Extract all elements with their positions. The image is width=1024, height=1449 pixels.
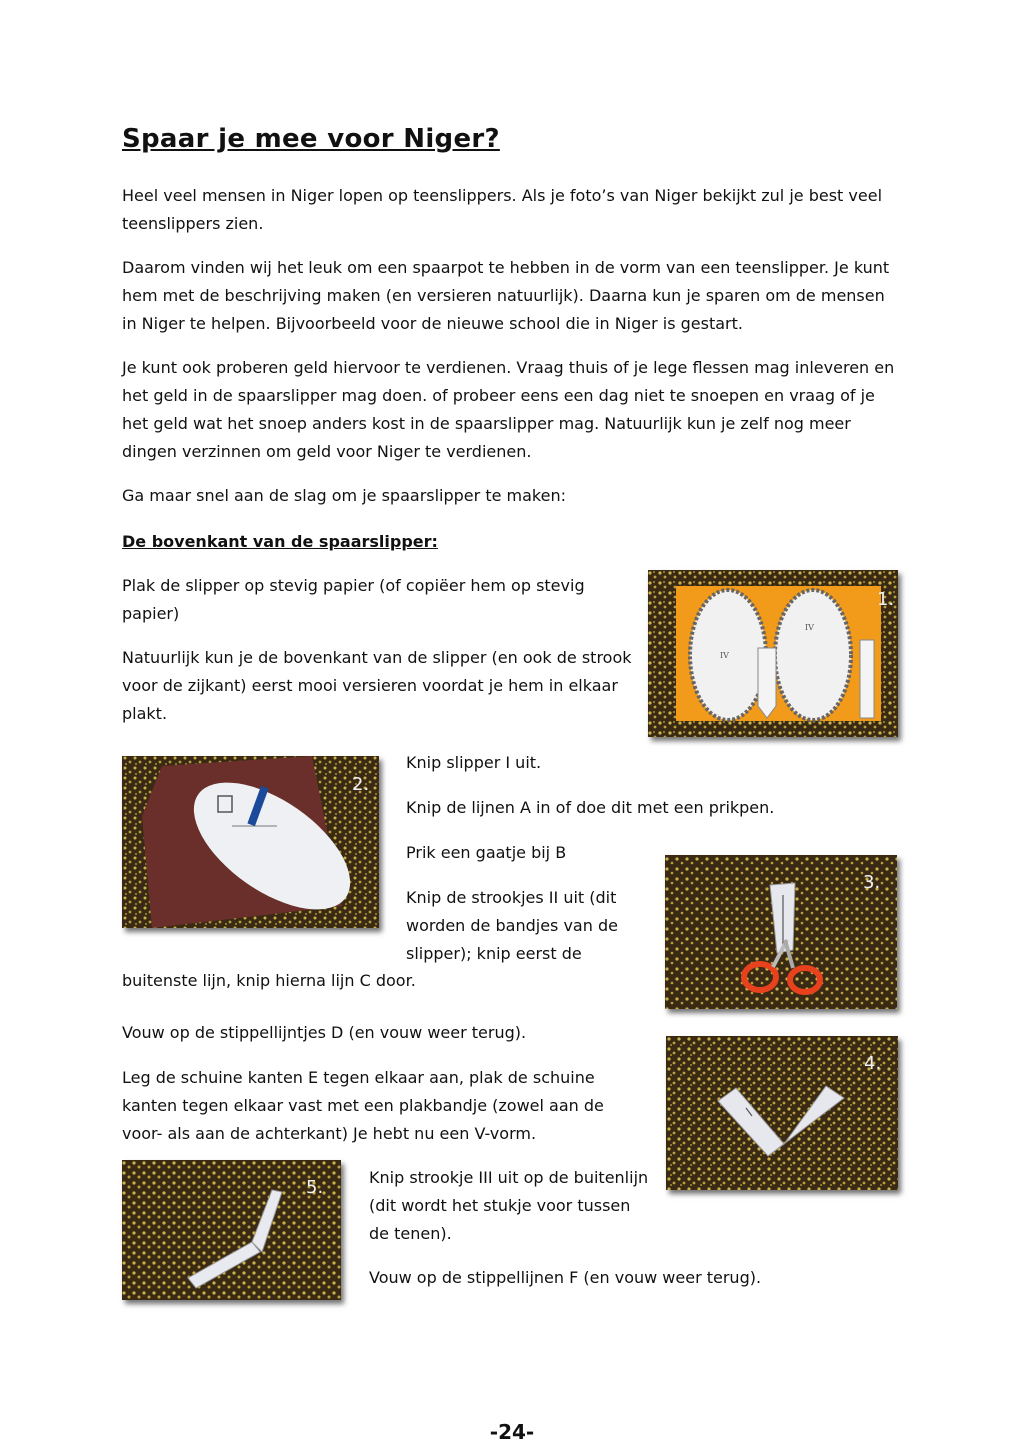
step-cut-strips-line-4: buitenste lijn, knip hierna lijn C door. xyxy=(122,971,416,990)
photo-number-3: 3. xyxy=(863,872,881,893)
photo-step-4 xyxy=(666,1036,898,1190)
step-cut-slipper: Knip slipper I uit. xyxy=(406,753,542,772)
step-cut-strips-line-2: worden de bandjes van de xyxy=(406,916,618,935)
photo-1-illustration xyxy=(648,570,898,737)
step-cut-lines-a: Knip de lijnen A in of doe dit met een prikpen. xyxy=(406,798,775,817)
step-decorate: Natuurlijk kun je de bovenkant van de slipper (en ook de strook voor de zijkant) eerst mooi versieren voordat je hem in elkaar plakt. xyxy=(122,648,632,723)
page-title: Spaar je mee voor Niger? xyxy=(122,124,500,154)
svg-text:IV: IV xyxy=(805,623,814,632)
intro-paragraph-3: Je kunt ook proberen geld hiervoor te verdienen. Vraag thuis of je lege flessen mag inleveren en het geld in de spaarslipper mag doen. of probeer eens een dag niet te snoepen en vraag of je het geld wat het snoep anders kost in de spaarslipper mag. Natuurlijk kun je zelf nog meer dingen verzinnen om geld voor Niger te verdienen. xyxy=(122,358,895,461)
step-glue-paper: Plak de slipper op stevig papier (of copiëer hem op stevig papier) xyxy=(122,576,585,623)
photo-number-1: 1. xyxy=(877,589,895,610)
photo-2-illustration xyxy=(122,756,379,928)
photo-step-3 xyxy=(665,855,897,1009)
section-subheading: De bovenkant van de spaarslipper: xyxy=(122,532,438,551)
step-cut-strip-iii: Knip strookje III uit op de buitenlijn (dit wordt het stukje voor tussen de tenen). xyxy=(369,1168,649,1243)
photo-number-4: 4. xyxy=(864,1053,882,1074)
step-fold-dotted-f: Vouw op de stippellijnen F (en vouw weer terug). xyxy=(369,1268,762,1287)
photo-number-2: 2. xyxy=(352,774,370,795)
photo-number-5: 5. xyxy=(306,1177,324,1198)
intro-paragraph-2: Daarom vinden wij het leuk om een spaarpot te hebben in de vorm van een teenslipper. Je kunt hem met de beschrijving maken (en versieren natuurlijk). Daarna kun je sparen om de mensen in Niger te helpen. Bijvoorbeeld voor de nieuwe school die in Niger is gestart. xyxy=(122,258,890,333)
step-fold-dotted-d: Vouw op de stippellijntjes D (en vouw weer terug). xyxy=(122,1023,527,1042)
step-cut-strips-line-1: Knip de strookjes II uit (dit xyxy=(406,888,617,907)
photo-step-5 xyxy=(122,1160,341,1300)
step-join-edges-e: Leg de schuine kanten E tegen elkaar aan, plak de schuine kanten tegen elkaar vast met een plakbandje (zowel aan de voor- als aan de achterkant) Je hebt nu een V-vorm. xyxy=(122,1068,604,1143)
page-number: -24- xyxy=(489,1420,535,1444)
step-prick-hole-b: Prik een gaatje bij B xyxy=(406,843,567,862)
step-cut-strips-line-3: slipper); knip eerst de xyxy=(406,944,582,963)
photo-step-2 xyxy=(122,756,379,928)
intro-paragraph-1: Heel veel mensen in Niger lopen op teenslippers. Als je foto’s van Niger bekijkt zul je best veel teenslippers zien. xyxy=(122,186,883,233)
intro-paragraph-4: Ga maar snel aan de slag om je spaarslipper te maken: xyxy=(122,486,566,505)
svg-text:IV: IV xyxy=(720,651,729,660)
photo-step-1 xyxy=(648,570,898,737)
